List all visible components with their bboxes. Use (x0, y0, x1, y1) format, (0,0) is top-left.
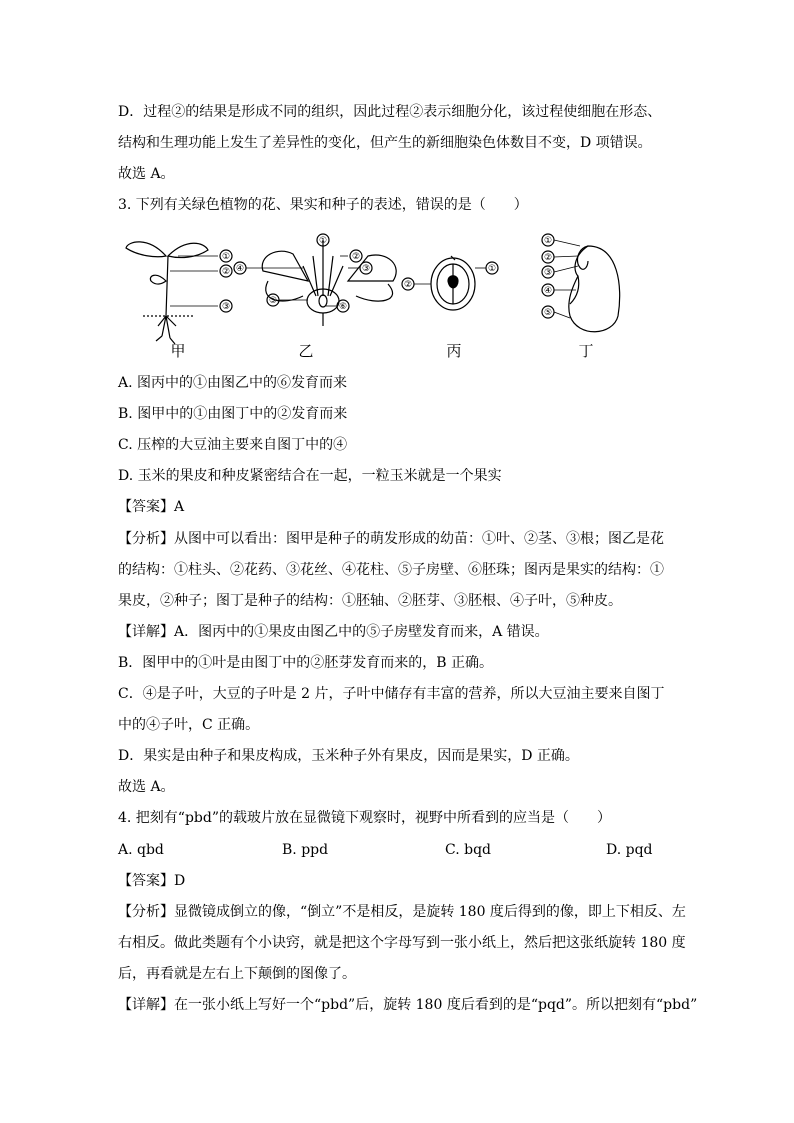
analysis-text: 的结构：①柱头、②花药、③花丝、④花柱、⑤子房壁、⑥胚珠；图丙是果实的结构：① (118, 562, 664, 578)
analysis-text: 【分析】显微镜成倒立的像，“倒立”不是相反，是旋转 180 度后得到的像，即上下相反、左 (118, 904, 686, 920)
analysis-text: 右相反。做此类题有个小诀窍，就是把这个字母写到一张小纸上，然后把这张纸旋转 180 度 (118, 935, 686, 951)
figure-caption-bing: 丙 (446, 342, 462, 360)
option-b: B. 图甲中的①由图丁中的②发育而来 (118, 406, 348, 422)
fruit-diagram (402, 256, 498, 310)
conclusion-text: 故选 A。 (118, 779, 175, 795)
seedling-diagram (126, 242, 232, 344)
text-line: 故选 A。 (118, 166, 175, 182)
marker: ③ (361, 264, 371, 274)
figure-caption-ding: 丁 (578, 342, 594, 360)
figure-caption-jia: 甲 (170, 342, 186, 360)
detail-text: D．果实是由种子和果皮构成，玉米种子外有果皮，因而是果实，D 正确。 (118, 748, 579, 764)
analysis-text: 【分析】从图中可以看出：图甲是种子的萌发形成的幼苗：①叶、②茎、③根；图乙是花 (118, 531, 664, 547)
q4-option-a: A. qbd (118, 842, 164, 858)
marker: ① (318, 236, 328, 246)
marker: ④ (235, 264, 245, 274)
answer-label: 【答案】A (118, 499, 185, 515)
marker: ① (487, 264, 497, 274)
marker: ⑤ (543, 308, 553, 318)
question-4-stem: 4. 把刻有“pbd”的载玻片放在显微镜下观察时，视野中所看到的应当是（ ） (118, 810, 612, 826)
flower-diagram (234, 234, 396, 326)
analysis-text: 后，再看就是左右上下颠倒的图像了。 (118, 966, 356, 982)
detail-text: B．图甲中的①叶是由图丁中的②胚芽发育而来的，B 正确。 (118, 655, 494, 671)
marker: ③ (543, 268, 553, 278)
answer-label: 【答案】D (118, 873, 186, 889)
detail-text: 【详解】在一张小纸上写好一个“pbd”后，旋转 180 度后看到的是“pqd”。所以把刻有“pbd” (118, 997, 698, 1013)
detail-text: C．④是子叶，大豆的子叶是 2 片，子叶中储存有丰富的营养，所以大豆油主要来自图丁 (118, 686, 665, 702)
detail-text: 中的④子叶，C 正确。 (118, 717, 260, 733)
option-c: C. 压榨的大豆油主要来自图丁中的④ (118, 437, 348, 453)
marker: ④ (543, 286, 553, 296)
marker: ② (403, 280, 413, 290)
q4-option-b: B. ppd (282, 842, 329, 858)
option-a: A. 图丙中的①由图乙中的⑥发育而来 (118, 375, 348, 391)
marker: ② (221, 267, 231, 277)
marker: ③ (221, 302, 231, 312)
marker: ① (543, 236, 553, 246)
text-line: D．过程②的结果是形成不同的组织，因此过程②表示细胞分化，该过程使细胞在形态、 (118, 104, 662, 120)
option-d: D. 玉米的果皮和种皮紧密结合在一起，一粒玉米就是一个果实 (118, 468, 502, 484)
detail-text: 【详解】A．图丙中的①果皮由图乙中的⑤子房壁发育而来，A 错误。 (118, 624, 549, 640)
marker: ⑥ (338, 302, 348, 312)
q4-option-d: D. pqd (606, 842, 653, 858)
marker: ① (221, 252, 231, 262)
marker: ⑤ (268, 296, 278, 306)
analysis-text: 果皮，②种子；图丁是种子的结构：①胚轴、②胚芽、③胚根、④子叶，⑤种皮。 (118, 593, 622, 609)
figure-caption-yi: 乙 (298, 342, 314, 360)
plant-structure-figure (118, 226, 678, 366)
q4-option-c: C. bqd (445, 842, 491, 858)
question-3-stem: 3. 下列有关绿色植物的花、果实和种子的表述，错误的是（ ） (118, 197, 528, 213)
marker: ② (543, 253, 553, 263)
marker: ② (351, 252, 361, 262)
text-line: 结构和生理功能上发生了差异性的变化，但产生的新细胞染色体数目不变，D 项错误。 (118, 135, 652, 151)
seed-diagram (542, 234, 620, 332)
